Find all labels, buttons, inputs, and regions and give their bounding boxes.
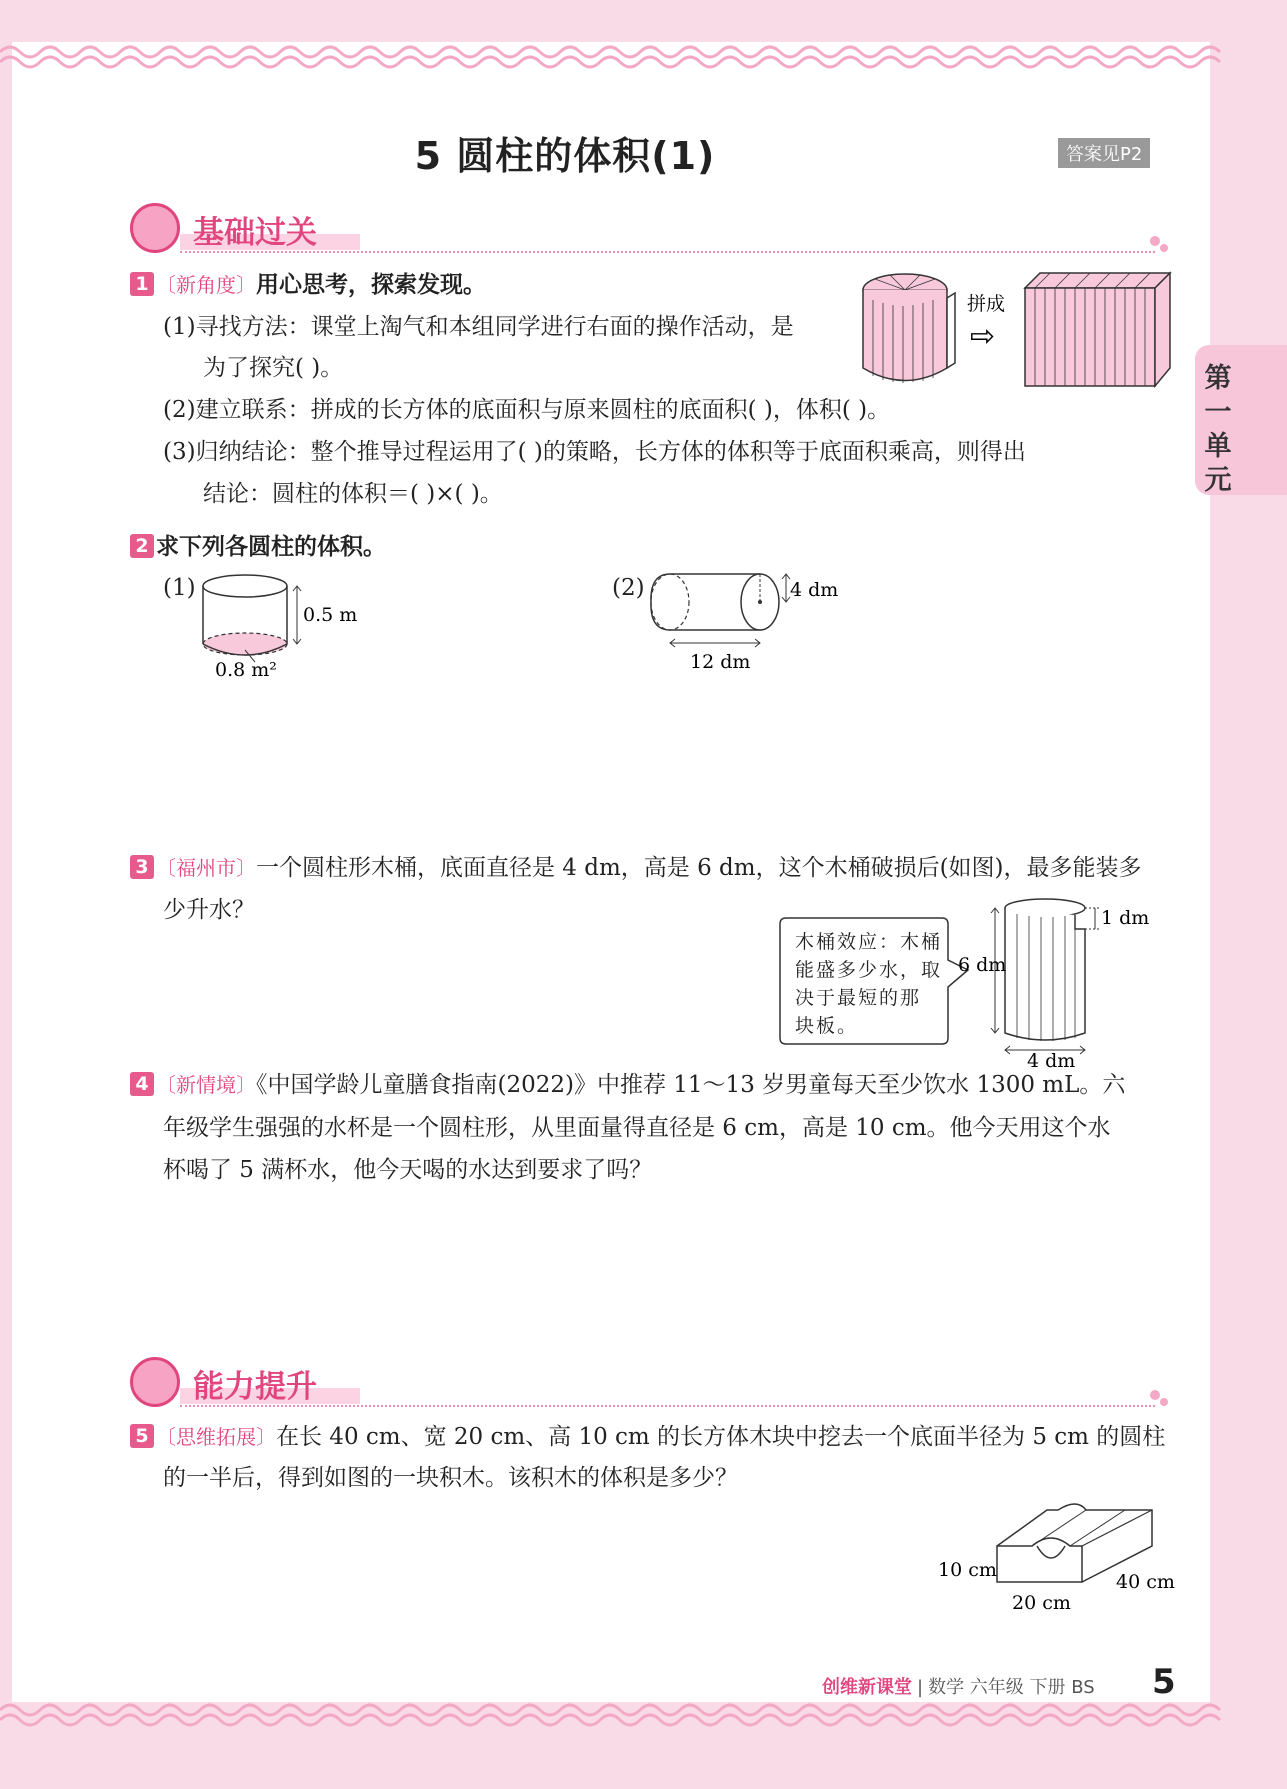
question-number: 1 bbox=[130, 272, 154, 296]
question-text: 在长 40 cm、宽 20 cm、高 10 cm 的长方体木块中挖去一个底面半径为 5 cm 的圆柱 bbox=[276, 1424, 1166, 1450]
section-title-advanced: 能力提升 bbox=[193, 1369, 317, 1405]
block-width-label: 20 cm bbox=[1012, 1592, 1071, 1614]
section-divider bbox=[180, 251, 1155, 253]
barrel-diameter-label: 4 dm bbox=[1027, 1050, 1076, 1072]
side-tab-char: 第 bbox=[1204, 363, 1232, 394]
length-label: 12 dm bbox=[690, 651, 751, 673]
dot-ornament bbox=[1160, 1398, 1168, 1406]
question-prompt: 求下列各圆柱的体积。 bbox=[156, 534, 386, 560]
cylinder-to-cuboid-figure bbox=[855, 268, 1175, 393]
q2-sub1-label: (1) bbox=[163, 575, 196, 601]
block-height-label: 10 cm bbox=[938, 1559, 997, 1581]
question-tag: 〔思维拓展〕 bbox=[156, 1425, 276, 1449]
q4-line3: 杯喝了 5 满杯水，他今天喝的水达到要求了吗？ bbox=[163, 1157, 653, 1183]
block-length-label: 40 cm bbox=[1116, 1571, 1175, 1593]
section-divider bbox=[180, 1405, 1155, 1407]
side-tab-char: 单 bbox=[1204, 431, 1232, 462]
grooved-block-figure bbox=[935, 1500, 1175, 1625]
side-tab-char: 元 bbox=[1204, 465, 1232, 496]
bottom-wave-border bbox=[0, 1690, 1287, 1750]
q5-line2: 的一半后，得到如图的一块积木。该积木的体积是多少？ bbox=[163, 1465, 738, 1491]
q1-header bbox=[130, 268, 486, 302]
q1-part3-line1: (3)归纳结论：整个推导过程运用了( )的策略，长方体的体积等于底面积乘高，则得出 bbox=[163, 439, 1026, 465]
question-number: 4 bbox=[130, 1072, 154, 1096]
bubble-line: 决于最短的那 bbox=[795, 987, 922, 1009]
question-prompt: 用心思考，探索发现。 bbox=[256, 272, 486, 298]
dot-ornament bbox=[1150, 1390, 1160, 1400]
question-text: 《中国学龄儿童膳食指南(2022)》中推荐 11～13 岁男童每天至少饮水 1300 mL。六 bbox=[256, 1072, 1126, 1098]
barrel-gap-label: 1 dm bbox=[1101, 907, 1150, 929]
q4-line1 bbox=[130, 1068, 1125, 1102]
q2-sub2-label: (2) bbox=[612, 575, 645, 601]
dot-ornament bbox=[1160, 244, 1168, 252]
q3-line1 bbox=[130, 851, 1142, 885]
cylinder-figure-2 bbox=[648, 568, 868, 678]
right-arrow-icon: ⇨ bbox=[970, 319, 996, 354]
side-tab-char: 一 bbox=[1204, 397, 1232, 428]
section-title-basic: 基础过关 bbox=[193, 215, 317, 251]
q4-line2: 年级学生强强的水杯是一个圆柱形，从里面量得直径是 6 cm，高是 10 cm。他今天用这个水 bbox=[163, 1115, 1111, 1141]
top-wave-border bbox=[0, 30, 1287, 90]
footer: 创维新课堂 | 数学 六年级 下册 BS bbox=[822, 1677, 1095, 1698]
q2-header bbox=[130, 530, 386, 564]
q5-line1 bbox=[130, 1420, 1165, 1454]
radius-label: 4 dm bbox=[790, 579, 839, 601]
q1-part2: (2)建立联系：拼成的长方体的底面积与原来圆柱的底面积( )，体积( )。 bbox=[163, 397, 891, 423]
mascot-icon bbox=[130, 1357, 180, 1407]
dot-ornament bbox=[1150, 236, 1160, 246]
q1-part1-line2: 为了探究( )。 bbox=[203, 355, 344, 381]
cylinder-figure-1 bbox=[195, 570, 375, 685]
answer-key-badge: 答案见P2 bbox=[1058, 138, 1150, 168]
page-number: 5 bbox=[1152, 1662, 1176, 1702]
footer-info: 数学 六年级 下册 BS bbox=[928, 1677, 1095, 1698]
height-label: 0.5 m bbox=[303, 604, 358, 626]
q1-part3-line2: 结论：圆柱的体积＝( )×( )。 bbox=[203, 481, 503, 507]
unit-side-tab-label bbox=[1200, 362, 1236, 498]
question-text: 一个圆柱形木桶，底面直径是 4 dm，高是 6 dm，这个木桶破损后(如图)，最多能装多 bbox=[256, 855, 1142, 881]
bubble-line: 木桶效应：木桶 bbox=[795, 931, 943, 953]
question-number: 2 bbox=[130, 534, 154, 558]
q3-line2: 少升水？ bbox=[163, 897, 255, 923]
question-tag: 〔福州市〕 bbox=[156, 856, 256, 880]
page-title: 5 圆柱的体积(1) bbox=[414, 134, 716, 178]
mascot-icon bbox=[130, 203, 180, 253]
question-tag: 〔新角度〕 bbox=[156, 273, 256, 297]
broken-barrel-figure bbox=[958, 895, 1175, 1072]
bubble-line: 能盛多少水，取 bbox=[795, 959, 943, 981]
base-area-label: 0.8 m² bbox=[215, 659, 277, 681]
barrel-height-label: 6 dm bbox=[958, 954, 1007, 976]
question-number: 5 bbox=[130, 1424, 154, 1448]
question-tag: 〔新情境〕 bbox=[156, 1073, 256, 1097]
q1-part1-line1: (1)寻找方法：课堂上淘气和本组同学进行右面的操作活动，是 bbox=[163, 314, 794, 340]
bubble-line: 块板。 bbox=[795, 1015, 859, 1037]
bubble-text bbox=[795, 928, 942, 1040]
footer-brand: 创维新课堂 bbox=[822, 1677, 912, 1698]
question-number: 3 bbox=[130, 855, 154, 879]
arrow-label: 拼成 bbox=[967, 293, 1006, 315]
